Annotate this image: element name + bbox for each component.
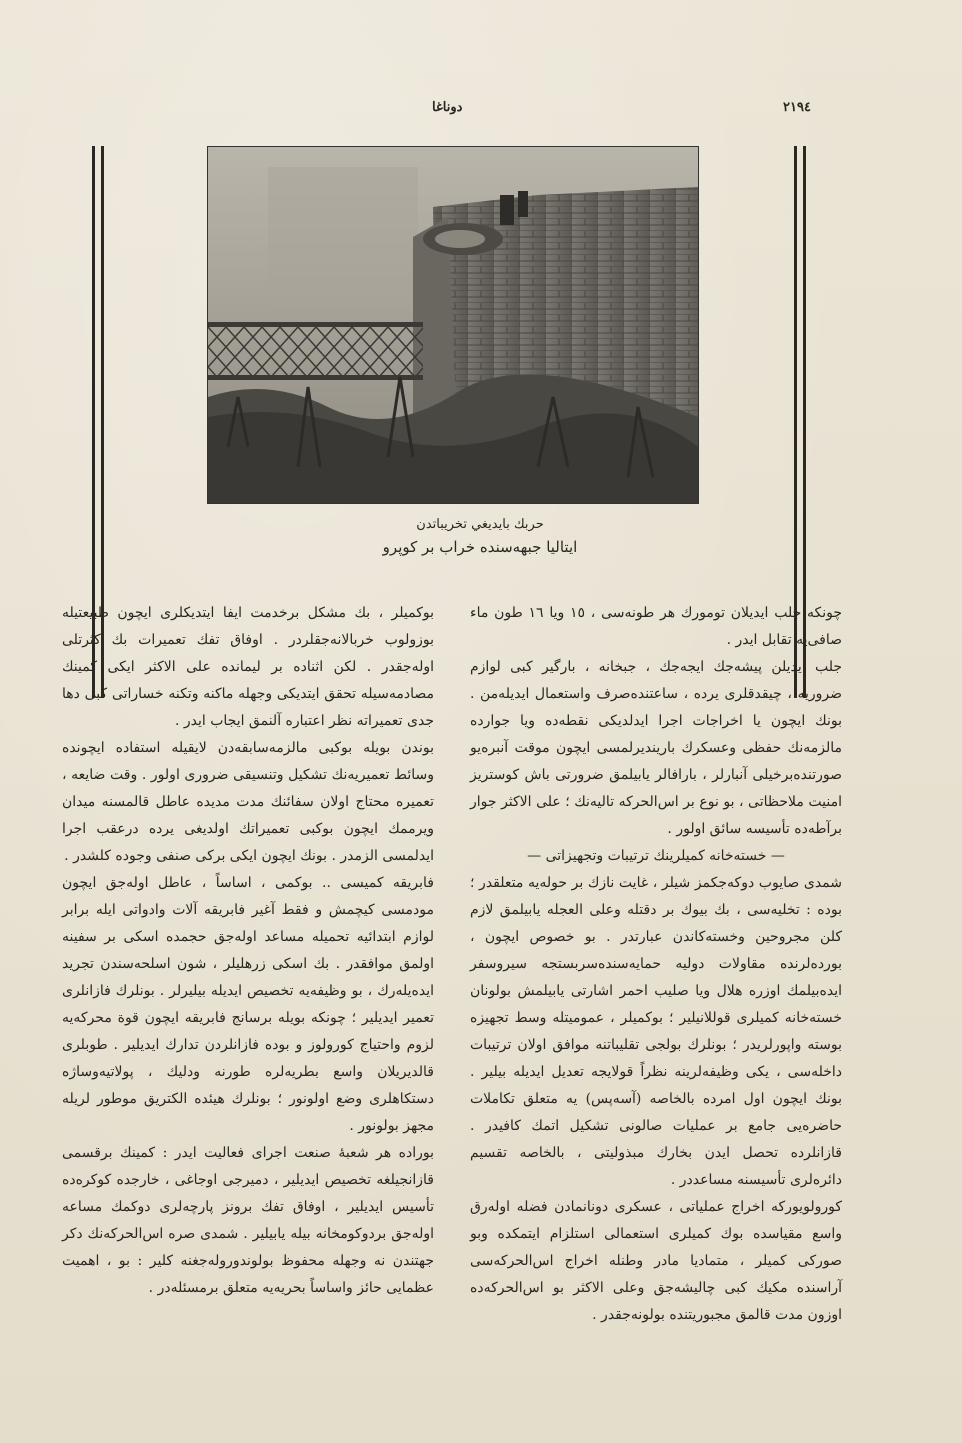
running-title: دوناغا [432,100,463,115]
section-subheading: — خسته‌خانه كميلرينك ترتيبات وتجهيزاتی — [527,848,785,864]
photo-caption-line2: ايتاليا جبهه‌سنده خراب بر كوپرو [382,538,578,556]
paragraph: كورولويوركه اخراج عملياتی ، عسكری دونانمادن فضله اوله‌رق واسع مقياسده بوك كميلری استعمالی استلزام ايتمكده وبو صوركی كميلر ، متماديا مادر وطنله اخراج اس‌الحركه‌سی آراسنده مكيك كبی چاليشه‌جق وعلی الاكثر بو اس‌الحركه‌ده اوزون مدت قالمق مجبوريتنده بولونه‌جقدر . [470,1199,842,1323]
paragraph: فابريقه كميسی .. بوكمی ، اساساً ، عاطل اوله‌جق ايچون مودمسی كيچمش و فقط آغير فابريقه آلات وادواتی ايله برابر لوازم ابتدائيه تحميله مساعد اوله‌جق حجمده اسكی بر سفينه اولمق موافقدر . بك اسكی زرهليلر ، شون اسلحه‌سندن تجريد ايده‌يله‌رك ، بو وظيفه‌يه تخصيص ايديله بيليرلر . بونلرك فازانلری تعمير ايديلير ؛ چونكه بويله برسانج فابريقه ايچون قوة محركه‌يه لزوم واحتياج كورولوز و بوده فازانلردن تدارك ايديلير . طوبلری قالديريلان واسع بطريه‌لره طورنه ودليك ، پولاتيه‌وساژه دستكاهلری وضع اولونور ؛ بونلرك هيئده الكتريق موطور لريله مجهز بولونور . [62,875,434,1134]
destroyed-bridge-photo [207,146,699,504]
page-number: ٢١٩٤ [783,100,811,115]
text-column-right [470,600,842,1329]
photo-caption-line1: حربك بايديغي تخريباتدن [416,517,544,532]
photo-illustration [208,147,698,503]
paragraph: بوندن بويله بوكبی مالزمه‌سابقه‌دن لايقيله استفاده ايچونده وسائط تعميريه‌نك تشكيل وتنسيقی ضروری اولور . وقت ضايعه ، تعميره محتاج اولان سفائنك مدت مديده عاطل قالمسنه ميدان ويرممك ايچون بوكبی تعميراتك اولديغی يرده درعقب اجرا ايدلمسی الزمدر . بونك ايچون ايكی بركی صنفی وجوده كلشدر . [62,740,434,864]
text-column-left [62,600,434,1302]
paragraph: بوراده هر شعبهٔ صنعت اجرای فعاليت ايدر : كمينك برقسمی قازانجيلغه تخصيص ايديلير ، دميرجی اوجاغی ، خارجده كوكره‌ده تأسيس ايديلير ، اوفاق تفك برونز پارچه‌لری دوكمك مساعه اوله‌جق بردوكومخانه بيله يابيلير . شمدی صره اس‌الحركه‌نك دكر جهتندن نه وجهله محفوظ بولوندوروله‌جغنه كلير : بو ، اهميت عظمايی حائز واساساً بحريه‌يه متعلق برمسئله‌در . [62,1145,434,1296]
paragraph: بوكميلر ، بك مشكل برخدمت ايفا ايتديكلری ايچون طبيعتيله بوزولوب خربالانه‌جقلردر . اوفاق تفك تعميرات بك كثرتلی اوله‌جقدر . لكن اثناده بر ليمانده علی الاكثر ايكی كمينك مصادمه‌سيله تحقق ايتديكی وجهله ماكنه وتكنه خساراتی كبی دها جدی تعميراته نظر اعتباره آلنمق ايجاب ايدر . [62,605,434,729]
paragraph: جلب ايديلن پيشه‌جك ايجه‌جك ، جبخانه ، بارگير كبی لوازم ضروريه ، چيقدقلری يرده ، ساعتنده‌صرف واستعمال ايديله‌من . بونك ايچون يا اخراجات اجرا ايدلديكی نقطه‌ده ويا جوارده مالزمه‌نك حفظی وعسكرك بارينديرلمسی ايچون موقت آنبره‌يو صورتنده‌برخيلی آنبارلر ، بارافالر يابيلمق ضرورتی باش كوستريز امنيت ملاحظاتی ، بو نوع بر اس‌الحركه تاليه‌نك ؛ علی الاكثر جوار برآطه‌ده تأسيسه سائق اولور . [470,659,842,837]
paragraph: چونكه جلب ايديلان تومورك هر طونه‌سی ، ١٥ ويا ١٦ طون ماء صافی‌يه تقابل ايدر . [470,605,843,648]
paragraph: شمدی صايوب دوكه‌جكمز شيلر ، غايت نازك بر حوله‌يه متعلقدر ؛ بوده : تخليه‌سی ، بك بيوك بر دقتله وعلی العجله يابيلمق لازم كلن مجروحين وخسته‌كاندن عبارتدر . بو خصوص ايچون ، بورده‌لرنده مقاولات دوليه حمايه‌سنده‌سربستجه سيروسفر ايده‌بيلمك اوزره هلال ويا صليب احمر اشارتی يابيلمش بولونان خسته‌خانه كميلری قوللانيلير ؛ بوكميلر ، عموميتله وسط تجهيزه بوسته واپورلريدر ؛ بونلرك بولجی تقليباتنه موافق اولان ترتيبات داخله‌سی ، يكی وظيفه‌لرينه نظراً قولايجه تعديل ايديله بيلير . بونك ايچون اول امرده بالخاصه (آسه‌پس) يه متعلق تكاملات حاضره‌يی جامع بر عمليات صالونی تشكيل اتمك كافيدر . قازانلرده تحصل ايدن بخارك مبذوليتی ، بالخاصه تقسيم دائره‌لری تأسيسنه مساعددر . [470,875,842,1188]
